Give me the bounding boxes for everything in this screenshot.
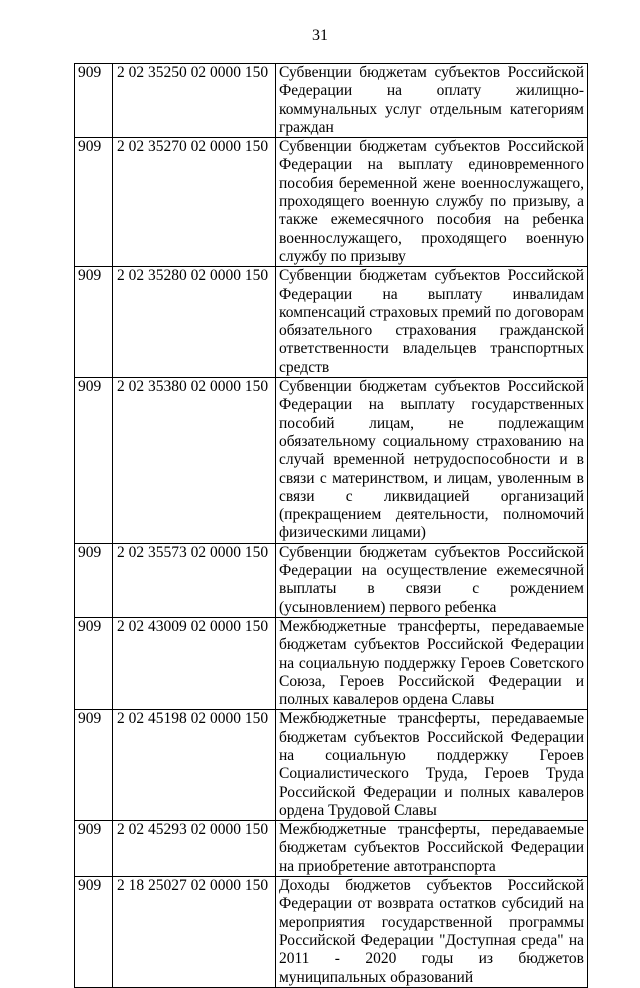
description-cell: Межбюджетные трансферты, передаваемые бюджетам субъектов Российской Федерации на приобретение автотранспорта xyxy=(276,821,588,877)
description-cell: Субвенции бюджетам субъектов Российской Федерации на осуществление ежемесячной выплаты в связи с рождением (усыновлением) первого ребенка xyxy=(276,543,588,617)
admin-code-cell: 909 xyxy=(75,617,113,709)
description-cell: Межбюджетные трансферты, передаваемые бюджетам субъектов Российской Федерации на социальную поддержку Героев Советского Союза, Героев Российской Федерации и полных кавалеров ордена Славы xyxy=(276,617,588,709)
table-row xyxy=(75,617,588,709)
admin-code-cell: 909 xyxy=(75,543,113,617)
budget-code-cell: 2 18 25027 02 0000 150 xyxy=(113,877,276,988)
admin-code-cell: 909 xyxy=(75,64,113,138)
admin-code-cell: 909 xyxy=(75,710,113,821)
table-row xyxy=(75,877,588,988)
table-row xyxy=(75,710,588,821)
budget-code-cell: 2 02 43009 02 0000 150 xyxy=(113,617,276,709)
description-cell: Субвенции бюджетам субъектов Российской Федерации на выплату государственных пособий лицам, не подлежащим обязательному социальному страхованию на случай временной нетрудоспособности и в связи с материнством, и лицам, уволенным в связи с ликвидацией организаций (прекращением деятельности, полномочий физическими лицами) xyxy=(276,378,588,544)
page-number: 31 xyxy=(312,27,328,44)
description-cell: Субвенции бюджетам субъектов Российской Федерации на выплату инвалидам компенсаций страховых премий по договорам обязательного страхования гражданской ответственности владельцев транспортных средств xyxy=(276,267,588,378)
description-cell: Межбюджетные трансферты, передаваемые бюджетам субъектов Российской Федерации на социальную поддержку Героев Социалистического Труда, Героев Труда Российской Федерации и полных кавалеров ордена Трудовой Славы xyxy=(276,710,588,821)
budget-code-cell: 2 02 35250 02 0000 150 xyxy=(113,64,276,138)
admin-code-cell: 909 xyxy=(75,877,113,988)
table-body xyxy=(75,64,588,988)
description-cell: Доходы бюджетов субъектов Российской Федерации от возврата остатков субсидий на мероприятия государственной программы Российской Федерации "Доступная среда" на 2011 - 2020 годы из бюджетов муниципальных образований xyxy=(276,877,588,988)
admin-code-cell: 909 xyxy=(75,267,113,378)
table-row xyxy=(75,138,588,267)
budget-code-cell: 2 02 35280 02 0000 150 xyxy=(113,267,276,378)
budget-code-cell: 2 02 35573 02 0000 150 xyxy=(113,543,276,617)
budget-code-cell: 2 02 35270 02 0000 150 xyxy=(113,138,276,267)
description-cell: Субвенции бюджетам субъектов Российской Федерации на оплату жилищно-коммунальных услуг отдельным категориям граждан xyxy=(276,64,588,138)
table-row xyxy=(75,378,588,544)
budget-classification-table xyxy=(74,63,588,988)
admin-code-cell: 909 xyxy=(75,821,113,877)
table-row xyxy=(75,821,588,877)
budget-code-cell: 2 02 45198 02 0000 150 xyxy=(113,710,276,821)
table-row xyxy=(75,64,588,138)
description-cell: Субвенции бюджетам субъектов Российской Федерации на выплату единовременного пособия беременной жене военнослужащего, проходящего военную службу по призыву, а также ежемесячного пособия на ребенка военнослужащего, проходящего военную службу по призыву xyxy=(276,138,588,267)
table-row xyxy=(75,543,588,617)
admin-code-cell: 909 xyxy=(75,378,113,544)
table-row xyxy=(75,267,588,378)
budget-code-cell: 2 02 45293 02 0000 150 xyxy=(113,821,276,877)
admin-code-cell: 909 xyxy=(75,138,113,267)
budget-code-cell: 2 02 35380 02 0000 150 xyxy=(113,378,276,544)
